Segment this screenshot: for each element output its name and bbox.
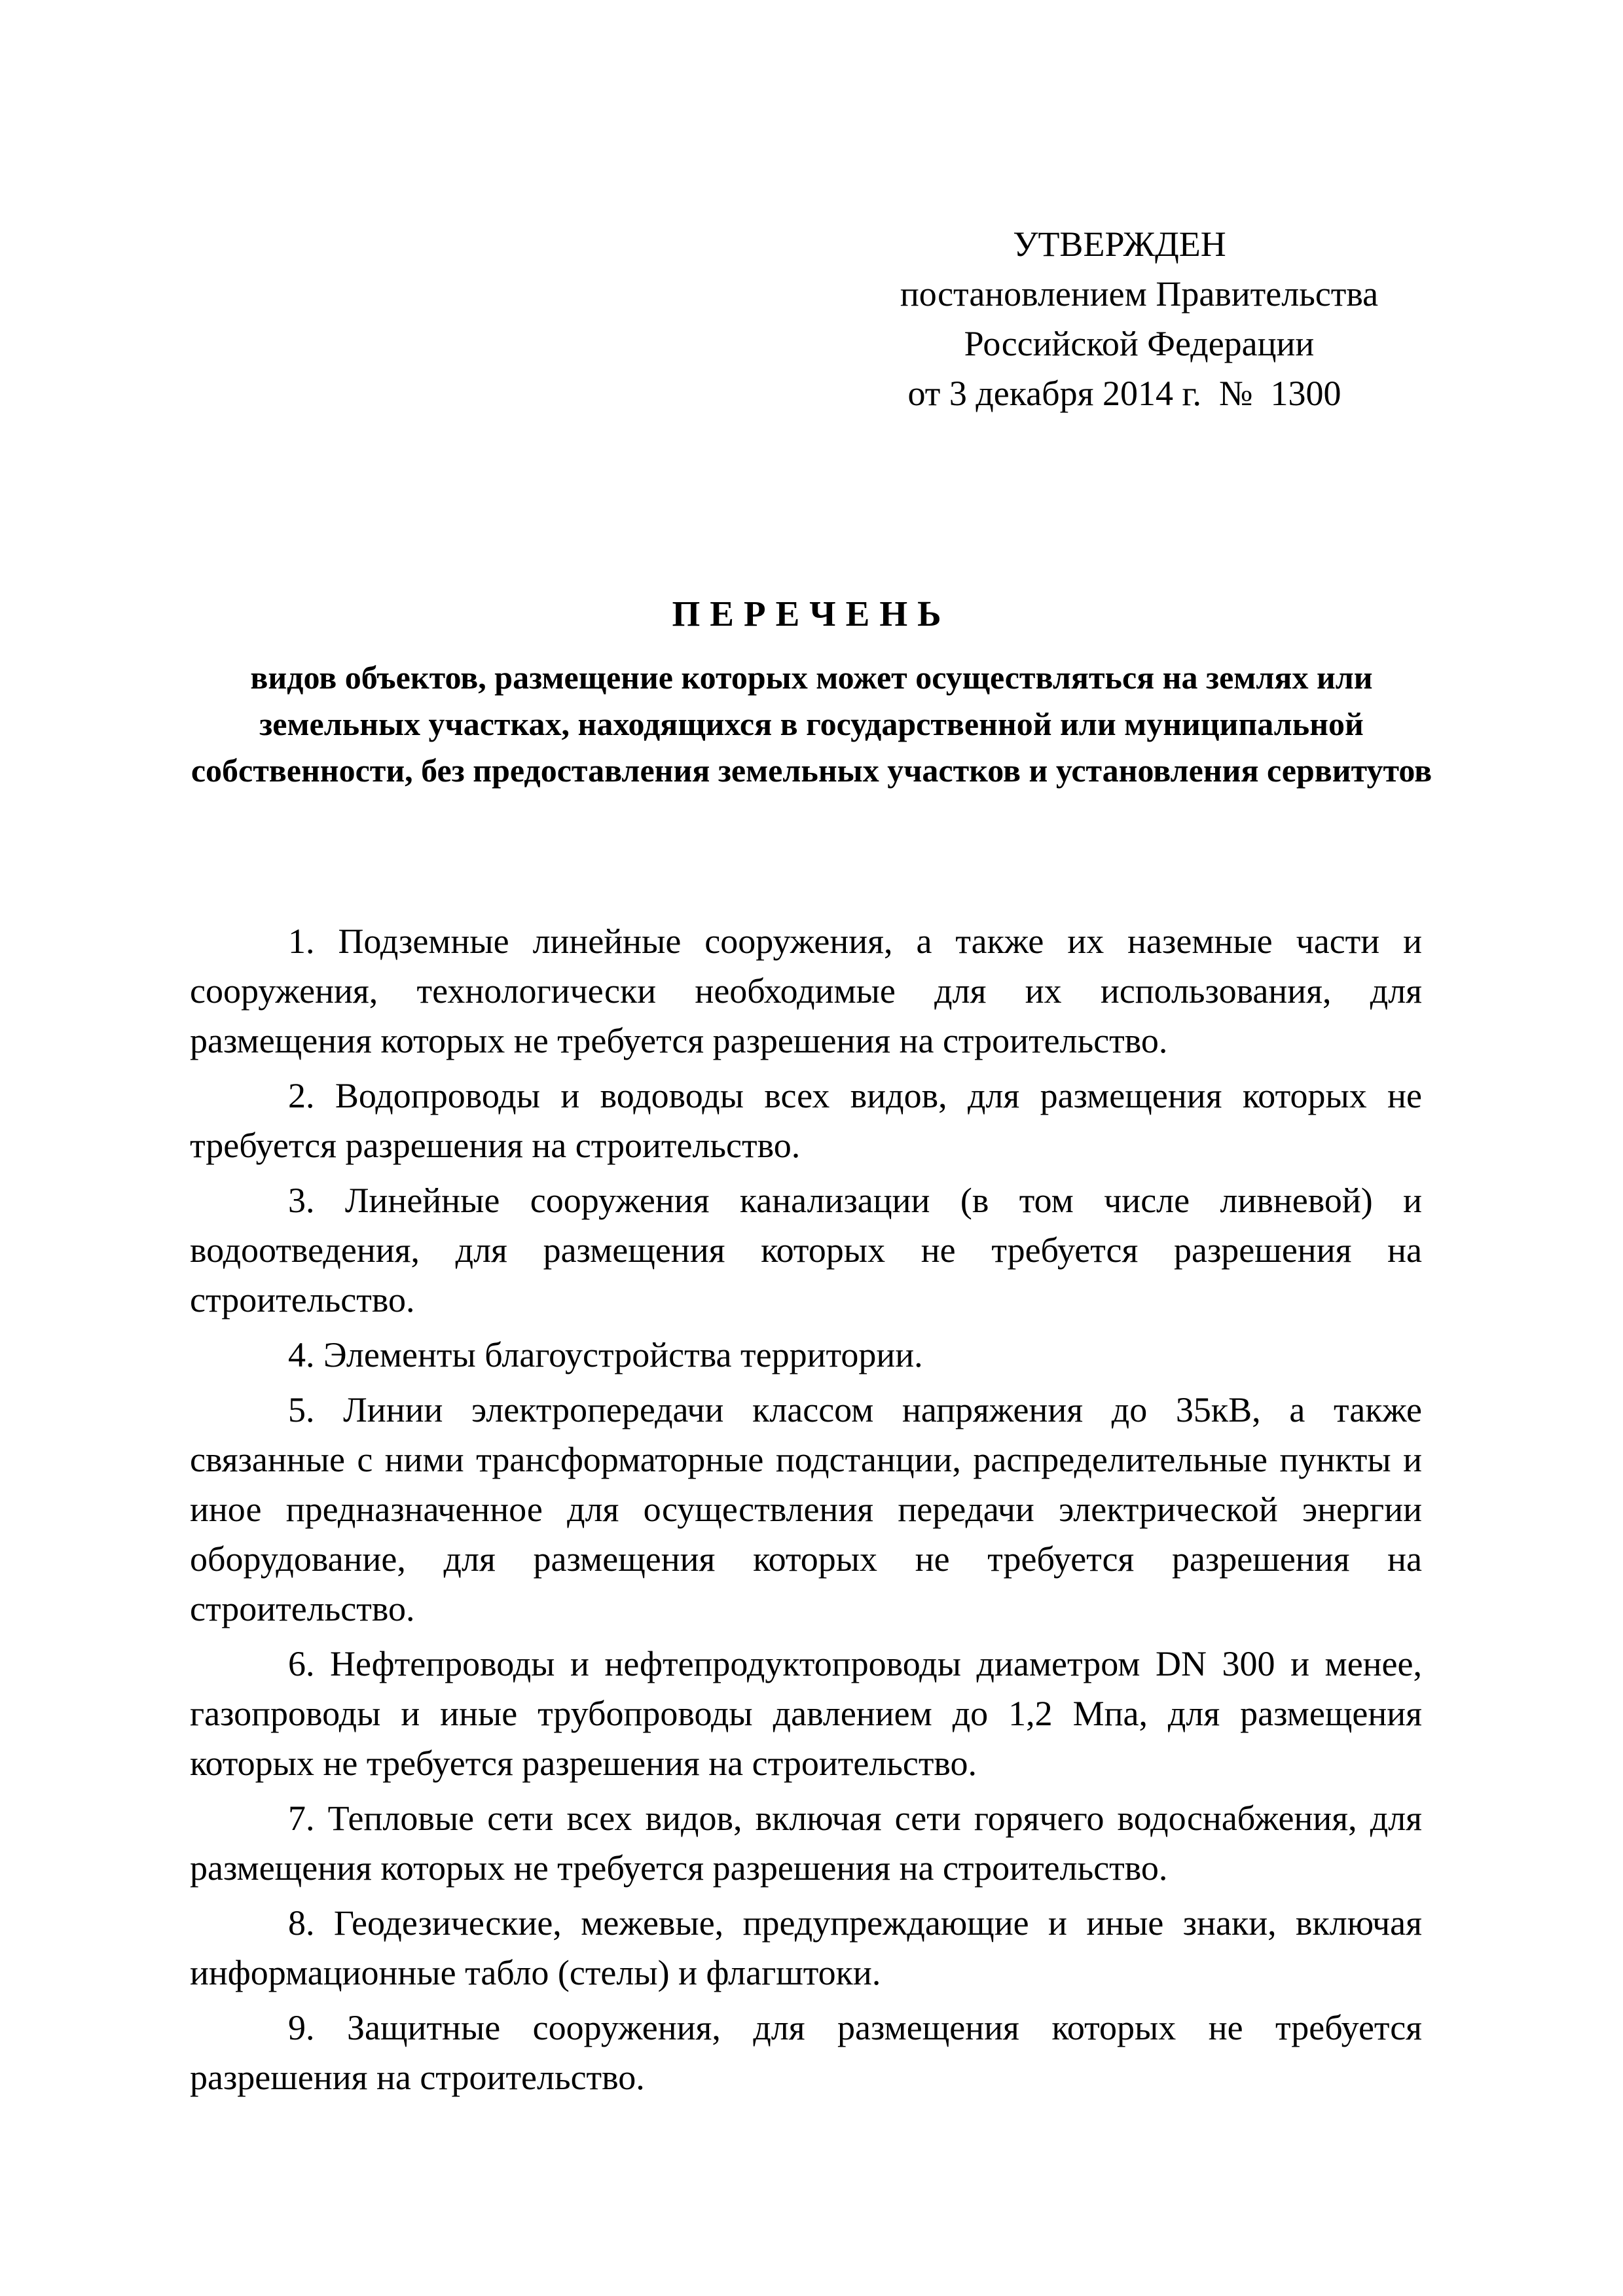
- list-item: 1. Подземные линейные сооружения, а также их наземные части и сооружения, технологически необходимые для их использования, для размещения которых не требуется разрешения на строительство.: [190, 922, 1422, 1060]
- list-item: 7. Тепловые сети всех видов, включая сети горячего водоснабжения, для размещения которых не требуется разрешения на строительство.: [190, 1799, 1422, 1888]
- list-item: 3. Линейные сооружения канализации (в том числе ливневой) и водоотведения, для размещения которых не требуется разрешения на строительство.: [190, 1181, 1422, 1319]
- approval-line-decree-type: постановлением Правительства: [900, 274, 1379, 314]
- items-list: [190, 916, 1422, 2108]
- list-item: 5. Линии электропередачи классом напряжения до 35кВ, а также связанные с ними трансформаторные подстанции, распределительные пункты и иное предназначенное для осуществления передачи электрической энергии оборудование, для размещения которых не требуется разрешения на строительство.: [190, 1390, 1422, 1628]
- list-item: 4. Элементы благоустройства территории.: [288, 1335, 923, 1374]
- list-item: 6. Нефтепроводы и нефтепродуктопроводы диаметром DN 300 и менее, газопроводы и иные трубопроводы давлением до 1,2 Мпа, для размещения которых не требуется разрешения на строительство.: [190, 1644, 1422, 1783]
- document-subtitle: видов объектов, размещение которых может осуществляться на землях или земельных участках, находящихся в государственной или муниципальной собственности, без предоставления земельных участков и установления сервитутов: [191, 659, 1432, 789]
- list-item: 9. Защитные сооружения, для размещения которых не требуется разрешения на строительство.: [190, 2008, 1422, 2097]
- approval-line-country: Российской Федерации: [964, 324, 1315, 363]
- approval-line-date-number: от 3 декабря 2014 г. № 1300: [907, 374, 1341, 413]
- list-item: 8. Геодезические, межевые, предупреждающие и иные знаки, включая информационные табло (стелы) и флагштоки.: [190, 1903, 1422, 1992]
- list-item: 2. Водопроводы и водоводы всех видов, для размещения которых не требуется разрешения на строительство.: [190, 1076, 1422, 1165]
- document-title: ПЕРЕЧЕНЬ: [672, 594, 951, 634]
- approval-title: УТВЕРЖДЕН: [1013, 224, 1226, 264]
- approval-stamp: [812, 219, 1467, 418]
